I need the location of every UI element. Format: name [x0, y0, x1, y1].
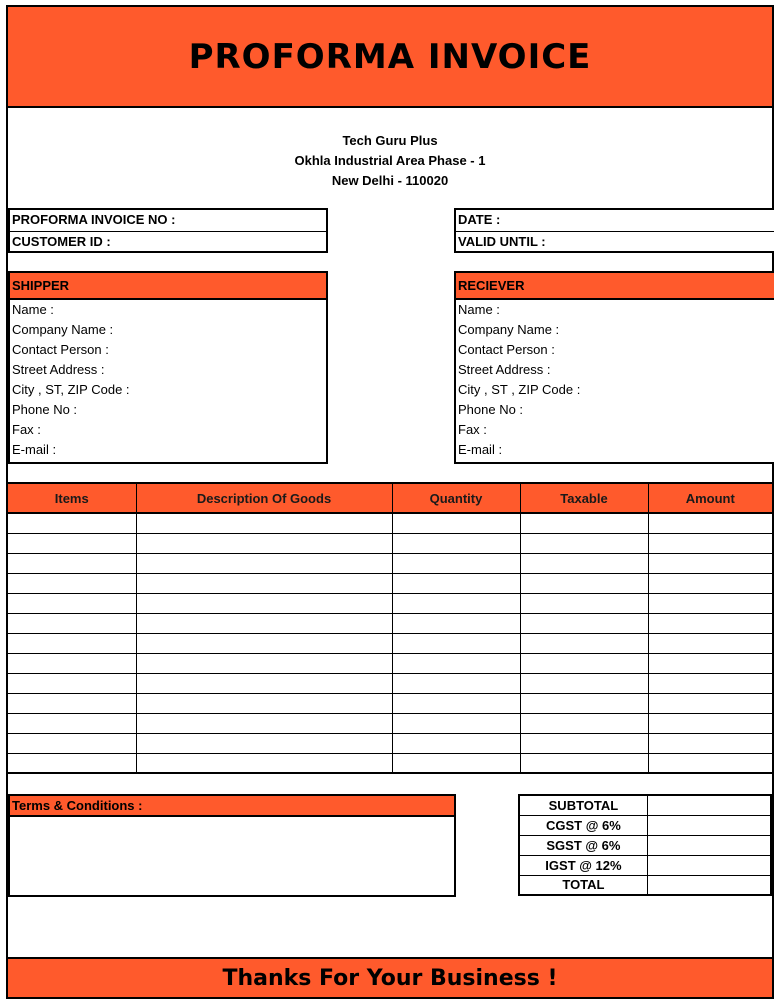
totals-label: SUBTOTAL	[519, 795, 647, 815]
customer-id-field[interactable]: CUSTOMER ID :	[10, 231, 326, 252]
table-cell[interactable]	[648, 673, 772, 693]
items-body	[8, 513, 772, 773]
table-cell[interactable]	[8, 533, 136, 553]
table-cell[interactable]	[392, 593, 520, 613]
title-bar	[8, 7, 772, 108]
col-taxable: Taxable	[520, 483, 648, 513]
table-cell[interactable]	[8, 693, 136, 713]
table-cell[interactable]	[136, 713, 392, 733]
table-cell[interactable]	[520, 633, 648, 653]
totals-value[interactable]	[647, 875, 771, 895]
totals-label: TOTAL	[519, 875, 647, 895]
table-cell[interactable]	[8, 593, 136, 613]
receiver-fields	[456, 300, 774, 460]
table-cell[interactable]	[520, 753, 648, 773]
table-row	[8, 533, 772, 553]
totals-row	[519, 815, 771, 835]
company-name: Tech Guru Plus	[342, 133, 438, 148]
terms-box	[8, 794, 456, 897]
table-cell[interactable]	[520, 613, 648, 633]
table-cell[interactable]	[136, 693, 392, 713]
table-cell[interactable]	[520, 513, 648, 533]
totals-value[interactable]	[647, 815, 771, 835]
table-row	[8, 693, 772, 713]
totals-value[interactable]	[647, 855, 771, 875]
shipper-box	[8, 271, 328, 464]
table-cell[interactable]	[136, 633, 392, 653]
col-quantity: Quantity	[392, 483, 520, 513]
footer-message: Thanks For Your Business !	[222, 965, 558, 991]
shipper-field[interactable]: Company Name :	[12, 322, 114, 337]
valid-until-field[interactable]: VALID UNTIL :	[456, 231, 774, 252]
shipper-field[interactable]: City , ST, ZIP Code :	[12, 382, 130, 397]
receiver-field[interactable]: Street Address :	[458, 362, 551, 377]
table-cell[interactable]	[136, 613, 392, 633]
table-cell[interactable]	[648, 693, 772, 713]
shipper-field[interactable]: Contact Person :	[12, 342, 109, 357]
receiver-field[interactable]: E-mail :	[458, 442, 503, 457]
table-cell[interactable]	[136, 593, 392, 613]
terms-heading: Terms & Conditions :	[10, 796, 454, 817]
totals-label: CGST @ 6%	[519, 815, 647, 835]
table-cell[interactable]	[136, 513, 392, 533]
table-cell[interactable]	[136, 753, 392, 773]
company-info	[8, 131, 772, 191]
totals-value[interactable]	[647, 795, 771, 815]
receiver-field[interactable]: Company Name :	[458, 322, 560, 337]
table-cell[interactable]	[8, 513, 136, 533]
receiver-field[interactable]: Fax :	[458, 422, 487, 437]
table-cell[interactable]	[392, 513, 520, 533]
totals-row	[519, 875, 771, 895]
table-cell[interactable]	[648, 573, 772, 593]
terms-body[interactable]	[10, 817, 454, 895]
table-row	[8, 653, 772, 673]
table-cell[interactable]	[648, 513, 772, 533]
table-row	[8, 593, 772, 613]
company-address-line1: Okhla Industrial Area Phase - 1	[294, 153, 486, 168]
invoice-sheet	[6, 5, 774, 999]
table-cell[interactable]	[8, 633, 136, 653]
table-row	[8, 713, 772, 733]
shipper-heading: SHIPPER	[10, 273, 326, 300]
table-cell[interactable]	[392, 753, 520, 773]
table-cell[interactable]	[8, 713, 136, 733]
table-cell[interactable]	[648, 713, 772, 733]
table-cell[interactable]	[648, 653, 772, 673]
invoice-no-field[interactable]: PROFORMA INVOICE NO :	[12, 212, 176, 227]
table-row	[8, 613, 772, 633]
totals-label: IGST @ 12%	[519, 855, 647, 875]
table-cell[interactable]	[392, 633, 520, 653]
totals-value[interactable]	[647, 835, 771, 855]
receiver-field[interactable]: Name :	[458, 302, 500, 317]
table-cell[interactable]	[8, 573, 136, 593]
table-cell[interactable]	[648, 593, 772, 613]
shipper-field[interactable]: Street Address :	[12, 362, 105, 377]
totals-row	[519, 835, 771, 855]
receiver-field[interactable]: City , ST , ZIP Code :	[458, 382, 581, 397]
table-row	[8, 553, 772, 573]
shipper-fields	[10, 300, 326, 460]
table-cell[interactable]	[392, 693, 520, 713]
table-cell[interactable]	[520, 573, 648, 593]
receiver-box	[454, 271, 774, 464]
table-cell[interactable]	[8, 613, 136, 633]
table-cell[interactable]	[520, 653, 648, 673]
table-cell[interactable]	[648, 533, 772, 553]
company-address-line2: New Delhi - 110020	[331, 173, 449, 188]
totals-row	[519, 855, 771, 875]
table-cell[interactable]	[8, 673, 136, 693]
table-cell[interactable]	[392, 653, 520, 673]
totals-row	[519, 795, 771, 815]
receiver-field[interactable]: Phone No :	[458, 402, 524, 417]
table-cell[interactable]	[392, 533, 520, 553]
table-cell[interactable]	[392, 673, 520, 693]
table-cell[interactable]	[392, 613, 520, 633]
table-cell[interactable]	[136, 733, 392, 753]
table-cell[interactable]	[136, 673, 392, 693]
table-cell[interactable]	[648, 753, 772, 773]
col-amount: Amount	[648, 483, 772, 513]
table-cell[interactable]	[520, 533, 648, 553]
table-cell[interactable]	[8, 733, 136, 753]
table-cell[interactable]	[392, 713, 520, 733]
table-cell[interactable]	[8, 753, 136, 773]
table-cell[interactable]	[520, 593, 648, 613]
table-cell[interactable]	[136, 553, 392, 573]
date-field[interactable]: DATE :	[458, 212, 501, 227]
table-cell[interactable]	[136, 573, 392, 593]
table-cell[interactable]	[520, 713, 648, 733]
items-table	[8, 482, 772, 774]
receiver-heading: RECIEVER	[456, 273, 774, 300]
invoice-id-box	[8, 208, 328, 253]
shipper-field[interactable]: E-mail :	[12, 442, 57, 457]
table-cell[interactable]	[648, 613, 772, 633]
table-cell[interactable]	[392, 733, 520, 753]
table-cell[interactable]	[392, 573, 520, 593]
table-cell[interactable]	[648, 733, 772, 753]
totals-table	[518, 794, 772, 896]
table-row	[8, 633, 772, 653]
table-cell[interactable]	[136, 653, 392, 673]
shipper-field[interactable]: Fax :	[12, 422, 41, 437]
col-items: Items	[8, 483, 136, 513]
footer-bar	[8, 957, 772, 997]
totals-label: SGST @ 6%	[519, 835, 647, 855]
table-cell[interactable]	[520, 693, 648, 713]
table-row	[8, 573, 772, 593]
table-row	[8, 673, 772, 693]
col-description: Description Of Goods	[136, 483, 392, 513]
shipper-field[interactable]: Phone No :	[12, 402, 78, 417]
table-cell[interactable]	[520, 673, 648, 693]
table-row	[8, 753, 772, 773]
table-cell[interactable]	[8, 653, 136, 673]
table-row	[8, 513, 772, 533]
date-box	[454, 208, 774, 253]
table-cell[interactable]	[136, 533, 392, 553]
table-row	[8, 733, 772, 753]
items-header-row	[8, 483, 772, 513]
table-cell[interactable]	[392, 553, 520, 573]
table-cell[interactable]	[8, 553, 136, 573]
receiver-field[interactable]: Contact Person :	[458, 342, 555, 357]
invoice-title: PROFORMA INVOICE	[188, 36, 592, 77]
table-cell[interactable]	[648, 633, 772, 653]
table-cell[interactable]	[520, 733, 648, 753]
table-cell[interactable]	[648, 553, 772, 573]
shipper-field[interactable]: Name :	[12, 302, 54, 317]
table-cell[interactable]	[520, 553, 648, 573]
